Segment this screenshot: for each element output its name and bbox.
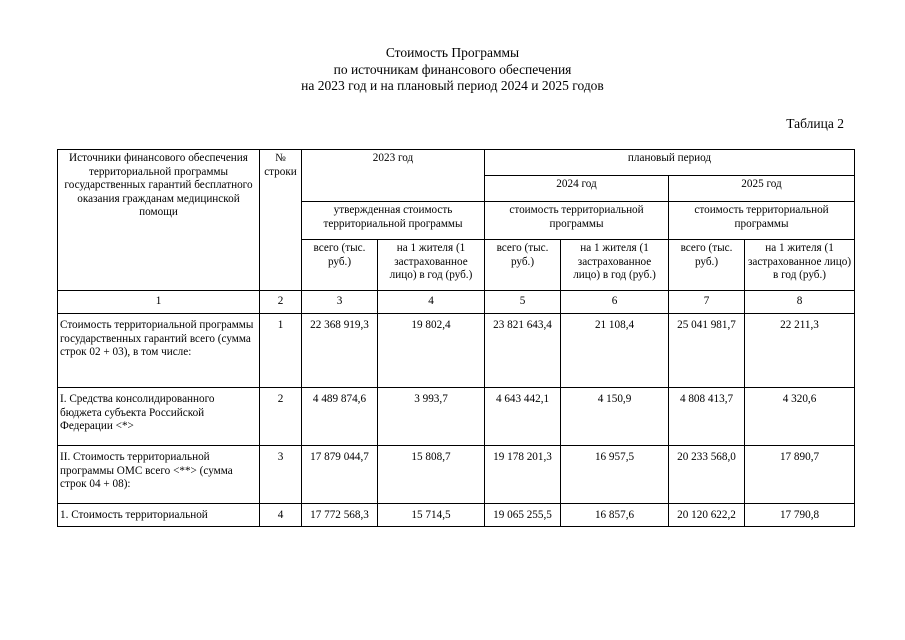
header-total-2024: всего (тыс. руб.) <box>485 240 561 291</box>
header-year-2025: 2025 год <box>669 176 855 202</box>
header-cost-2025: стоимость территориальной программы <box>669 202 855 240</box>
cell-total-2023: 17 879 044,7 <box>302 446 378 504</box>
cell-per-person-2024: 21 108,4 <box>561 314 669 388</box>
table-row <box>58 388 855 446</box>
column-number: 7 <box>669 291 745 314</box>
header-year-2023: 2023 год <box>302 150 485 202</box>
cell-total-2024: 19 178 201,3 <box>485 446 561 504</box>
header-total-2023: всего (тыс. руб.) <box>302 240 378 291</box>
column-number: 3 <box>302 291 378 314</box>
title-line-1: Стоимость Программы <box>385 45 520 60</box>
cell-per-person-2024: 16 957,5 <box>561 446 669 504</box>
table-label: Таблица 2 <box>786 116 844 131</box>
row-number: 1 <box>260 314 302 388</box>
header-source: Источники финансового обеспечения территориальной программы государственных гарантий бесплатного оказания гражданам медицинской помощи <box>58 150 260 291</box>
title-line-3: на 2023 год и на плановый период 2024 и 2025 годов <box>301 78 604 93</box>
cell-total-2023: 4 489 874,6 <box>302 388 378 446</box>
header-per-person-2025: на 1 жителя (1 застрахованное лицо) в год (руб.) <box>745 240 855 291</box>
column-number-row <box>58 291 855 314</box>
cell-total-2024: 23 821 643,4 <box>485 314 561 388</box>
table-row <box>58 504 855 527</box>
cell-per-person-2025: 4 320,6 <box>745 388 855 446</box>
row-label: II. Стоимость территориальной программы ОМС всего <**> (сумма строк 04 + 08): <box>58 446 260 504</box>
row-number: 3 <box>260 446 302 504</box>
cell-per-person-2023: 15 714,5 <box>378 504 485 527</box>
row-number: 2 <box>260 388 302 446</box>
cell-per-person-2023: 3 993,7 <box>378 388 485 446</box>
cell-per-person-2025: 22 211,3 <box>745 314 855 388</box>
cell-total-2024: 4 643 442,1 <box>485 388 561 446</box>
header-planned-period: плановый период <box>485 150 855 176</box>
cost-table <box>57 149 855 527</box>
row-label: Стоимость территориальной программы государственных гарантий всего (сумма строк 02 + 03), в том числе: <box>58 314 260 388</box>
header-approved-cost: утвержденная стоимость территориальной программы <box>302 202 485 240</box>
header-per-person-2024: на 1 жителя (1 застрахованное лицо) в год (руб.) <box>561 240 669 291</box>
header-row-no: № строки <box>260 150 302 291</box>
table-row <box>58 314 855 388</box>
cell-total-2025: 4 808 413,7 <box>669 388 745 446</box>
cell-per-person-2025: 17 790,8 <box>745 504 855 527</box>
row-label: I. Средства консолидированного бюджета субъекта Российской Федерации <*> <box>58 388 260 446</box>
cell-total-2023: 22 368 919,3 <box>302 314 378 388</box>
header-total-2025: всего (тыс. руб.) <box>669 240 745 291</box>
column-number: 6 <box>561 291 669 314</box>
cell-per-person-2025: 17 890,7 <box>745 446 855 504</box>
column-number: 8 <box>745 291 855 314</box>
header-year-2024: 2024 год <box>485 176 669 202</box>
cell-total-2025: 20 120 622,2 <box>669 504 745 527</box>
cell-total-2024: 19 065 255,5 <box>485 504 561 527</box>
row-label: 1. Стоимость территориальной <box>58 504 260 527</box>
cell-per-person-2023: 15 808,7 <box>378 446 485 504</box>
document-title <box>0 45 905 95</box>
title-line-2: по источникам финансового обеспечения <box>333 61 572 77</box>
cell-total-2025: 25 041 981,7 <box>669 314 745 388</box>
cell-per-person-2024: 4 150,9 <box>561 388 669 446</box>
cell-per-person-2023: 19 802,4 <box>378 314 485 388</box>
column-number: 5 <box>485 291 561 314</box>
cell-total-2023: 17 772 568,3 <box>302 504 378 527</box>
cell-per-person-2024: 16 857,6 <box>561 504 669 527</box>
column-number: 2 <box>260 291 302 314</box>
table-row <box>58 446 855 504</box>
column-number: 1 <box>58 291 260 314</box>
header-cost-2024: стоимость территориальной программы <box>485 202 669 240</box>
header-per-person-2023: на 1 жителя (1 застрахованное лицо) в год (руб.) <box>378 240 485 291</box>
column-number: 4 <box>378 291 485 314</box>
cell-total-2025: 20 233 568,0 <box>669 446 745 504</box>
row-number: 4 <box>260 504 302 527</box>
